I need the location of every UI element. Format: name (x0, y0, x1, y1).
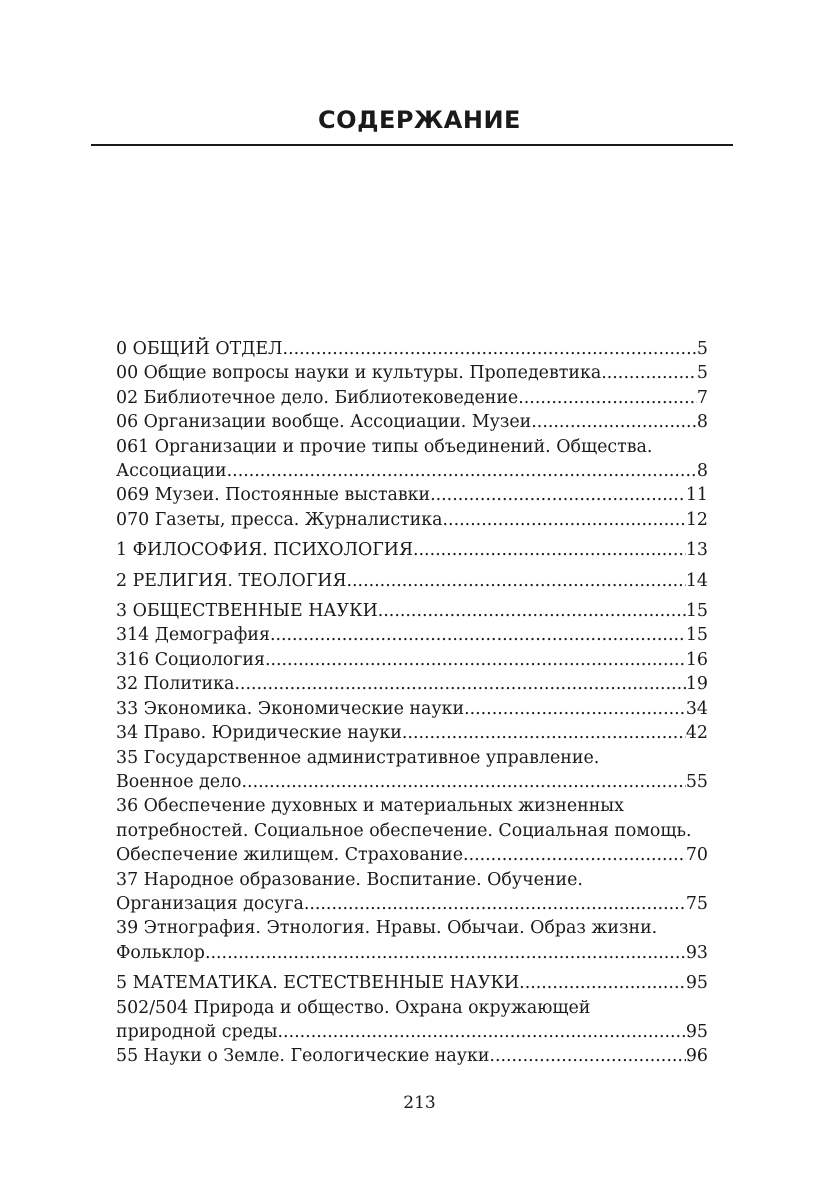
toc-entry-line (116, 746, 708, 770)
dot-leader (518, 386, 697, 410)
dot-leader (601, 361, 697, 385)
dot-leader (205, 941, 686, 965)
toc-entry-title: Организация досуга (116, 893, 304, 914)
toc-entry-line (116, 721, 708, 745)
toc-entry (116, 746, 708, 795)
toc-entry-line (116, 538, 708, 562)
toc-entry-title: 02 Библиотечное дело. Библиотековедение (116, 387, 519, 408)
toc-entry (116, 794, 708, 867)
toc-entry-line (116, 337, 708, 361)
toc-entry-title: Ассоциации (116, 461, 227, 482)
dot-leader (270, 623, 686, 647)
toc-entry (116, 672, 708, 696)
dot-leader (347, 569, 686, 593)
toc-entry-page: 19 (685, 674, 708, 695)
toc-entry-title: Военное дело (116, 771, 242, 792)
toc-entry-title: 36 Обеспечение духовных и материальных жизненных (116, 796, 624, 817)
toc-entry-page: 42 (685, 723, 708, 744)
toc-entry-title: природной среды (116, 1021, 278, 1042)
toc-entry-page: 96 (685, 1046, 708, 1067)
dot-leader (519, 971, 686, 995)
table-of-contents (116, 337, 708, 1069)
toc-entry (116, 410, 708, 434)
dot-leader (402, 721, 686, 745)
toc-entry (116, 483, 708, 507)
toc-entry-line (116, 1020, 708, 1044)
toc-entry-page: 95 (685, 973, 708, 994)
page-title: СОДЕРЖАНИЕ (318, 106, 521, 134)
dot-leader (304, 892, 686, 916)
toc-entry (116, 868, 708, 917)
toc-entry (116, 508, 708, 532)
toc-entry (116, 538, 708, 562)
toc-entry-line (116, 672, 708, 696)
toc-entry-title: 00 Общие вопросы науки и культуры. Пропедевтика (116, 363, 602, 384)
toc-entry (116, 648, 708, 672)
toc-entry-line (116, 770, 708, 794)
toc-entry (116, 1044, 708, 1068)
toc-entry-line (116, 868, 708, 892)
toc-entry-title: 32 Политика (116, 674, 235, 695)
toc-entry-title: 316 Социология (116, 649, 265, 670)
toc-entry-page: 16 (685, 649, 708, 670)
toc-entry-title: Фольклор (116, 942, 205, 963)
toc-entry (116, 697, 708, 721)
dot-leader (464, 697, 686, 721)
toc-entry (116, 435, 708, 484)
toc-entry-line (116, 941, 708, 965)
toc-entry-page: 5 (696, 363, 708, 384)
toc-entry-line (116, 892, 708, 916)
toc-entry-line (116, 508, 708, 532)
toc-entry-title: 0 ОБЩИЙ ОТДЕЛ (116, 339, 283, 359)
toc-entry-line (116, 648, 708, 672)
toc-entry-title: 069 Музеи. Постоянные выставки (116, 485, 431, 506)
toc-entry-line (116, 916, 708, 940)
page-number: 213 (403, 1093, 436, 1113)
toc-entry-title: 3 ОБЩЕСТВЕННЫЕ НАУКИ (116, 601, 378, 622)
toc-entry-title: 37 Народное образование. Воспитание. Обучение. (116, 869, 583, 890)
toc-entry-line (116, 459, 708, 483)
dot-leader (489, 1044, 685, 1068)
dot-leader (283, 337, 697, 361)
toc-entry-line (116, 599, 708, 623)
toc-entry-line (116, 569, 708, 593)
toc-entry-page: 5 (696, 339, 708, 359)
toc-entry-title: 06 Организации вообще. Ассоциации. Музеи (116, 412, 532, 433)
toc-entry-page: 75 (685, 893, 708, 914)
toc-entry-title: 2 РЕЛИГИЯ. ТЕОЛОГИЯ (116, 570, 347, 591)
toc-entry-line (116, 623, 708, 647)
toc-entry-title: 39 Этнография. Этнология. Нравы. Обычаи. Образ жизни. (116, 918, 658, 939)
toc-entry-line (116, 361, 708, 385)
toc-entry-line (116, 410, 708, 434)
dot-leader (265, 648, 686, 672)
toc-entry-title: 33 Экономика. Экономические науки (116, 698, 465, 719)
toc-entry-page: 34 (685, 698, 708, 719)
toc-entry (116, 599, 708, 623)
toc-entry-line (116, 794, 708, 818)
toc-entry (116, 996, 708, 1045)
title-underline (91, 144, 733, 146)
toc-entry-page: 15 (685, 601, 708, 622)
dot-leader (234, 672, 685, 696)
toc-entry-title: 35 Государственное административное управление. (116, 747, 600, 768)
toc-entry-page: 55 (685, 771, 708, 792)
dot-leader (413, 538, 686, 562)
toc-entry (116, 623, 708, 647)
toc-entry-line (116, 483, 708, 507)
toc-entry-line (116, 996, 708, 1020)
toc-entry-title: 061 Организации и прочие типы объединений. Общества. (116, 436, 653, 457)
toc-entry-page: 15 (685, 625, 708, 646)
toc-entry (116, 569, 708, 593)
toc-entry-page: 8 (696, 461, 708, 482)
toc-entry-page: 12 (685, 509, 708, 530)
dot-leader (443, 508, 686, 532)
dot-leader (531, 410, 697, 434)
toc-entry-page: 11 (685, 485, 708, 506)
dot-leader (227, 459, 697, 483)
toc-entry-title: 5 МАТЕМАТИКА. ЕСТЕСТВЕННЫЕ НАУКИ (116, 973, 520, 994)
dot-leader (278, 1020, 686, 1044)
toc-entry-title: 070 Газеты, пресса. Журналистика (116, 509, 443, 530)
toc-entry-line (116, 819, 708, 843)
toc-entry-page: 8 (696, 412, 708, 433)
toc-entry-title: потребностей. Социальное обеспечение. Социальная помощь. (116, 820, 692, 841)
toc-entry (116, 916, 708, 965)
toc-entry-line (116, 843, 708, 867)
dot-leader (463, 843, 686, 867)
toc-entry-title: 55 Науки о Земле. Геологические науки (116, 1046, 490, 1067)
toc-entry (116, 337, 708, 361)
toc-entry-page: 93 (685, 942, 708, 963)
toc-entry-page: 14 (685, 570, 708, 591)
toc-entry-title: 314 Демография (116, 625, 270, 646)
toc-entry-line (116, 1044, 708, 1068)
toc-entry (116, 971, 708, 995)
toc-entry-line (116, 435, 708, 459)
toc-entry-title: 1 ФИЛОСОФИЯ. ПСИХОЛОГИЯ (116, 540, 413, 561)
toc-entry-page: 13 (685, 540, 708, 561)
toc-entry-page: 7 (696, 387, 708, 408)
dot-leader (430, 483, 686, 507)
toc-entry-title: 34 Право. Юридические науки (116, 723, 402, 744)
toc-entry-page: 95 (685, 1021, 708, 1042)
toc-entry (116, 721, 708, 745)
toc-entry-title: 502/504 Природа и общество. Охрана окружающей (116, 997, 591, 1018)
toc-entry-title: Обеспечение жилищем. Страхование (116, 845, 464, 866)
dot-leader (378, 599, 686, 623)
toc-entry (116, 386, 708, 410)
toc-entry-line (116, 971, 708, 995)
toc-entry-line (116, 386, 708, 410)
toc-entry-line (116, 697, 708, 721)
toc-entry (116, 361, 708, 385)
dot-leader (242, 770, 686, 794)
toc-entry-page: 70 (685, 845, 708, 866)
